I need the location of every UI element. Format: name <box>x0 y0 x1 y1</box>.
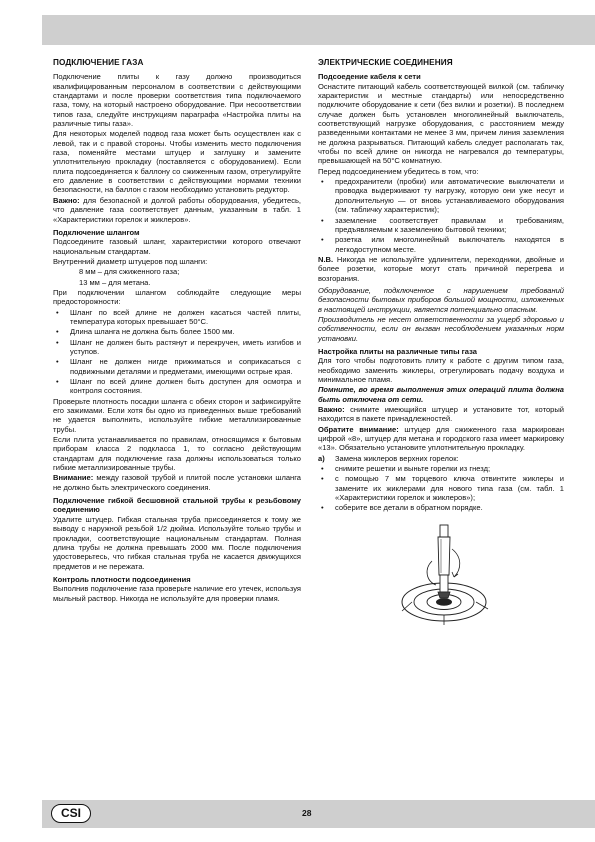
nb-label: N.B. <box>318 254 334 264</box>
left-column <box>53 58 301 604</box>
paragraph <box>53 196 301 224</box>
jet-replacement-list <box>318 464 564 513</box>
note-text: штуцер для сжиженного газа маркирован цифрой «8», штуцер для метана и городского газа имеет маркировку «13». Обязательно установите уплотнительную прокладку. <box>318 424 564 453</box>
list-item: • с помощью 7 мм торцевого ключа отвинтите жиклеры и замените их жиклерами для нового типа газа (см. табл. 1 «Характеристики горелок и жиклеров»); <box>318 474 564 502</box>
important-text: для безопасной и долгой работы оборудования, убедитесь, что давление газа соответствует данным, указанным в табл. 1 «Характеристики горелок и жиклеров». <box>53 195 301 224</box>
subheading-steel-pipe: Подключение гибкой бесшовной стальной трубы к резьбовому соединению <box>53 496 301 515</box>
paragraph: Подключение плиты к газу должно производиться квалифицированным персоналом в соответствии с действующими стандартами и после проверки соответствия типа подключаемого газа, тому, на который настроено оборудование. При несоответствии типов газа, следуйте инструкциям параграфа «Настройка плиты на различные типы газа». <box>53 72 301 129</box>
step-a-marker: a) <box>318 453 325 463</box>
paragraph <box>53 473 301 492</box>
step-a-text: Замена жиклеров верхних горелок: <box>335 453 459 463</box>
subheading-leak-check: Контроль плотности подсоединения <box>53 574 191 584</box>
paragraph: Для некоторых моделей подвод газа может быть осуществлен как с левой, так и с правой стороны. Чтобы изменить место подключения газа, поменяйте местами штуцер и заглушку и замените уплотнительную прокладку (поставляется с оборудованием). Если плита подсоединяется к баллону со сжиженным газом, отрегулируйте его давление в соответствии с действующими нормами техники безопасности, на баллон с газом необходимо установить редуктор. <box>53 129 301 195</box>
attention-text: между газовой трубой и плитой после установки шланга не должно быть электрического соединения. <box>53 473 301 492</box>
right-column <box>318 58 564 629</box>
note-label: Обратите внимание: <box>318 424 399 434</box>
paragraph <box>318 405 564 424</box>
subheading-hose: Подключение шлангом <box>53 227 140 237</box>
nb-text: Никогда не используйте удлинители, переходники, двойные и более розетки, которые могут стать причиной перегрева и возгорания. <box>318 254 564 283</box>
electrical-checks-list <box>318 177 564 254</box>
list-item: • предохранители (пробки) или автоматические выключатели и проводка выдерживают ту нагрузку, которую они уже несут и дополнительную — от вновь устанавливаемого оборудования (см. табличку характеристик); <box>318 177 564 214</box>
list-item: • Шланг не должен нигде прижиматься и соприкасаться с подвижными деталями и предметами, имеющими острые края. <box>53 357 301 376</box>
hose-precautions-list <box>53 308 301 396</box>
jet-replacement-illustration <box>392 519 502 629</box>
bold-italic-warning: Помните, во время выполнения этих операций плита должна быть отключена от сети. <box>318 385 564 404</box>
italic-disclaimer: Производитель не несет ответственности за ущерб здоровью и собственности, если он вызван несоблюдением указанных норм установки. <box>318 314 564 343</box>
italic-warning: Оборудование, подключенное с нарушением требований безопасности бытовых приборов большой мощности, изложенных в настоящей инструкции, является потенциально опасным. <box>318 285 564 314</box>
paragraph: Если плита устанавливается по правилам, относящимся к бытовым приборам класса 2 подкласса 1, то согласно действующим стандартам для подключение газа должны использоваться только гибкие металлизированные трубы. <box>53 435 301 473</box>
paragraph: Оснастите питающий кабель соответствующей вилкой (см. табличку характеристик и местные стандарты) или непосредственно подключите оборудование к сети (без вилки и розетки). В последнем случае должен быть установлен многолинейный выключатель, соответствующий нагрузке оборудования, с расстоянием между разведенными контактами не менее 3 мм, причем линия заземления не должна разрываться. Питающий кабель следует располагать так, чтобы по всей длине он никогда не нагревался до температуры, превышающей на 50°С комнатную. <box>318 81 564 166</box>
list-item: • заземление соответствует правилам и требованиям, предъявляемым к заземлению бытовой техники; <box>318 216 564 235</box>
paragraph: Для того чтобы подготовить плиту к работе с другим типом газа, необходимо заменить жиклеры, отрегулировать подачу воздуха и минимальное пламя. <box>318 356 564 384</box>
paragraph <box>318 255 564 283</box>
csi-logo: CSI <box>51 804 91 823</box>
list-item: • Шланг по всей длине не должен касаться частей плиты, температура которых превышает 50°С. <box>53 308 301 327</box>
paragraph: Внутренний диаметр штуцеров под шланги: <box>53 256 208 266</box>
important-text: снимите имеющийся штуцер и установите тот, который находится в пакете принадлежностей. <box>318 405 564 424</box>
list-item: • Шланг не должен быть растянут и перекручен, иметь изгибов и уступов. <box>53 338 301 357</box>
section-title-gas-connection: ПОДКЛЮЧЕНИЕ ГАЗА <box>53 58 144 67</box>
paragraph: Проверьте плотность посадки шланга с обеих сторон и зафиксируйте его зажимами. Если хотя бы одно из приведенных выше требований не удается выполнить, используйте гибкие металлизированные трубы. <box>53 396 301 434</box>
important-label: Важно: <box>53 195 80 205</box>
paragraph <box>318 425 564 453</box>
paragraph: Подсоедините газовый шланг, характеристики которого отвечают национальным стандартам. <box>53 237 301 256</box>
diameter-line: 8 мм – для сжиженного газа; <box>79 267 180 277</box>
section-title-electrical: ЭЛЕКТРИЧЕСКИЕ СОЕДИНЕНИЯ <box>318 58 453 67</box>
list-item: • снимите решетки и выньте горелки из гнезд; <box>318 464 564 473</box>
page-number: 28 <box>302 808 312 818</box>
diameter-line: 13 мм – для метана. <box>79 277 151 287</box>
paragraph: Перед подсоединением убедитесь в том, что: <box>318 166 479 176</box>
subheading-cable: Подсоедение кабеля к сети <box>318 72 421 82</box>
footer-band <box>42 800 595 828</box>
list-item: • соберите все детали в обратном порядке. <box>318 503 564 512</box>
list-item: • Длина шланга не должна быть более 1500 мм. <box>53 327 301 336</box>
list-item: • розетка или многолинейный выключатель находятся в легкодоступном месте. <box>318 235 564 254</box>
paragraph: Выполнив подключение газа проверьте наличие его утечек, используя мыльный раствор. Никогда не используйте для проверки пламя. <box>53 584 301 603</box>
attention-label: Внимание: <box>53 473 94 483</box>
paragraph: Удалите штуцер. Гибкая стальная труба присоединяется к тому же выводу с наружной резьбой 1/2 дюйма. Используйте только трубы и прокладки, соответствующие национальным стандартам. Полная длина трубы не должна превышать 2000 мм. После подключения удостоверьтесь, что гибкая стальная труба не касается движущихся предметов и не пережата. <box>53 514 301 571</box>
list-item: • Шланг по всей длине должен быть доступен для осмотра и контроля состояния. <box>53 377 301 396</box>
subheading-gas-types: Настройка плиты на различные типы газа <box>318 346 477 356</box>
paragraph: При подключении шлангом соблюдайте следующие меры предосторожности: <box>53 287 301 307</box>
step-a <box>318 454 564 463</box>
important-label: Важно: <box>318 405 345 415</box>
header-band <box>42 15 595 45</box>
